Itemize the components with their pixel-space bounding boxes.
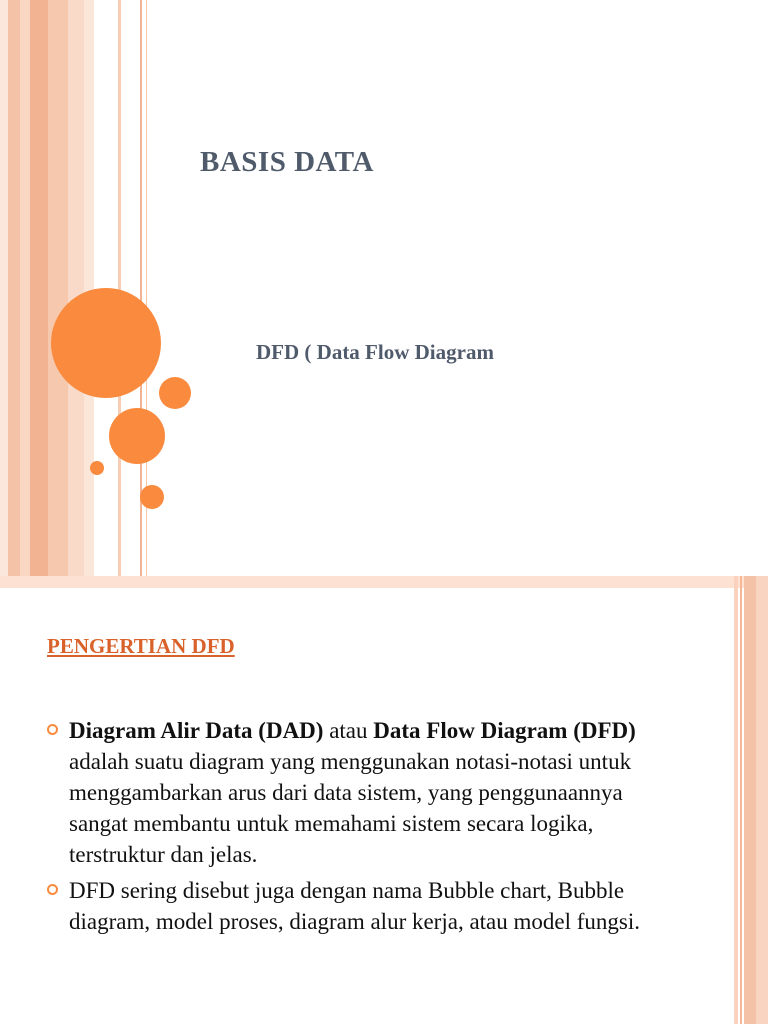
decor-top-bar <box>0 576 768 588</box>
decor-stripe <box>84 0 94 576</box>
decor-stripe <box>30 0 48 576</box>
decor-stripe <box>744 576 756 1024</box>
slide-subtitle: DFD ( Data Flow Diagram <box>256 340 494 364</box>
term-dad: Diagram Alir Data (DAD) <box>69 718 324 743</box>
decor-circle-small <box>159 377 191 409</box>
ring-bullet-icon <box>47 884 58 895</box>
content-slide <box>0 576 768 1024</box>
slide-title: BASIS DATA <box>200 146 374 178</box>
bullet-list <box>47 715 667 942</box>
decor-stripe <box>0 0 8 576</box>
decor-stripe <box>734 576 738 1024</box>
decor-stripe <box>118 0 121 576</box>
decor-circle-large <box>51 288 161 398</box>
section-heading: PENGERTIAN DFD <box>47 634 235 658</box>
bullet-text: DFD sering disebut juga dengan nama Bubble chart, Bubble diagram, model proses, diagram alur kerja, atau model fungsi. <box>69 878 640 934</box>
decor-stripe <box>8 0 20 576</box>
term-dfd: Data Flow Diagram (DFD) <box>373 718 636 743</box>
decor-stripe <box>68 0 84 576</box>
ring-bullet-icon <box>47 724 58 735</box>
decor-circle-tiny <box>90 461 104 475</box>
decor-stripe <box>48 0 68 576</box>
decor-circle-medium <box>109 408 165 464</box>
bullet-item <box>47 875 667 937</box>
decor-circle-small <box>140 485 164 509</box>
decor-stripe <box>740 576 742 1024</box>
bullet-item <box>47 715 667 870</box>
bullet-text: atau <box>323 718 374 743</box>
decor-stripe <box>756 576 768 1024</box>
bullet-text: adalah suatu diagram yang menggunakan notasi-notasi untuk menggambarkan arus dari data sistem, yang penggunaannya sangat membantu untuk memahami sistem secara logika, terstruktur dan jelas. <box>69 749 632 867</box>
decor-stripe <box>20 0 30 576</box>
